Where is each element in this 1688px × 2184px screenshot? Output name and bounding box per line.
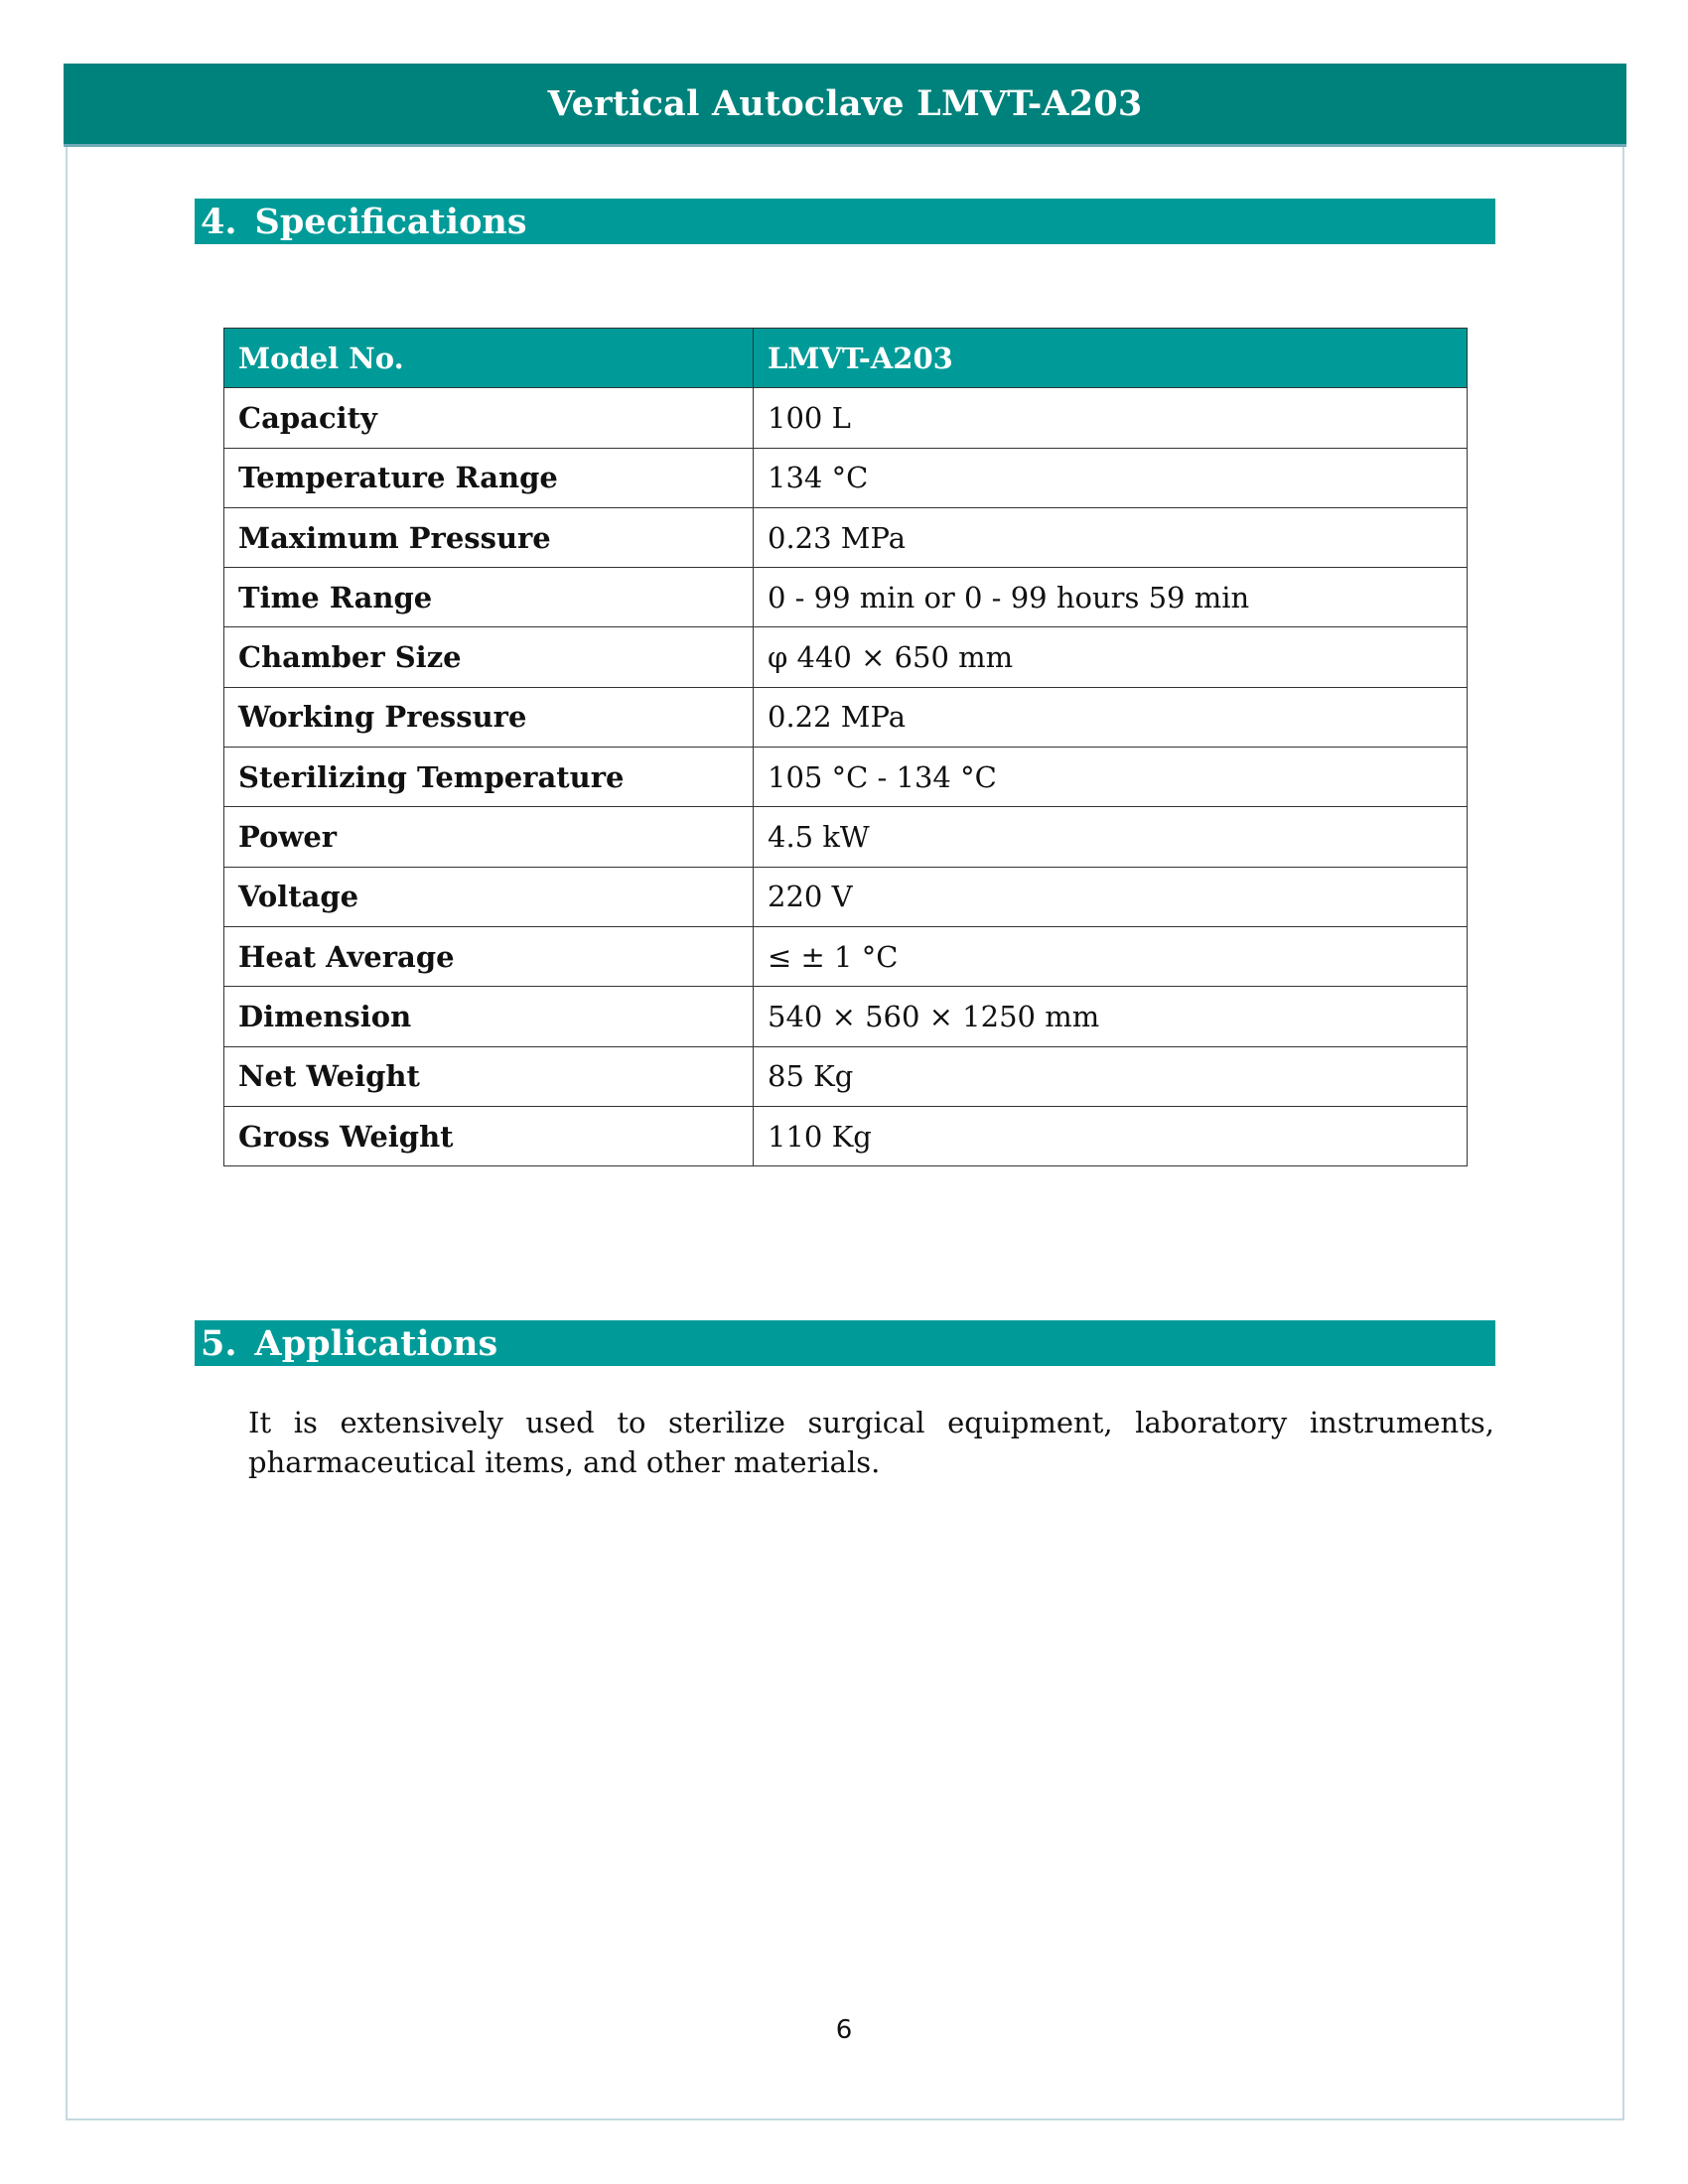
title-banner — [64, 64, 1626, 147]
table-row — [224, 807, 1468, 867]
applications-paragraph: It is extensively used to sterilize surgical equipment, laboratory instruments, pharmaceutical items, and other materials. — [248, 1406, 1494, 1479]
spec-value: 110 Kg — [754, 1106, 1468, 1165]
spec-label: Gross Weight — [224, 1106, 754, 1165]
section-title: Specifications — [254, 201, 527, 242]
spec-value: 134 °C — [754, 448, 1468, 507]
spec-label: Heat Average — [224, 926, 754, 986]
spec-label: Temperature Range — [224, 448, 754, 507]
section-title: Applications — [254, 1322, 498, 1364]
spec-value: 0.22 MPa — [754, 687, 1468, 747]
spec-value: φ 440 × 650 mm — [754, 627, 1468, 687]
spec-value: 85 Kg — [754, 1046, 1468, 1106]
table-row — [224, 507, 1468, 567]
table-row — [224, 1106, 1468, 1165]
page-number: 6 — [835, 2015, 853, 2045]
table-row — [224, 627, 1468, 687]
section-heading-applications — [195, 1320, 1495, 1366]
table-row — [224, 926, 1468, 986]
section-heading-specifications — [195, 199, 1495, 244]
table-row — [224, 1046, 1468, 1106]
table-row — [224, 748, 1468, 807]
table-row — [224, 448, 1468, 507]
spec-label: Maximum Pressure — [224, 507, 754, 567]
table-header-row — [224, 329, 1468, 388]
spec-label: Chamber Size — [224, 627, 754, 687]
table-row — [224, 687, 1468, 747]
spec-value: 0.23 MPa — [754, 507, 1468, 567]
spec-value: ≤ ± 1 °C — [754, 926, 1468, 986]
spec-value: 4.5 kW — [754, 807, 1468, 867]
spec-label: Net Weight — [224, 1046, 754, 1106]
table-row — [224, 987, 1468, 1046]
section-number: 5. — [201, 1322, 237, 1364]
header-value-cell: LMVT-A203 — [754, 329, 1468, 388]
spec-label: Sterilizing Temperature — [224, 748, 754, 807]
table-row — [224, 867, 1468, 926]
spec-label: Dimension — [224, 987, 754, 1046]
table-row — [224, 388, 1468, 448]
spec-value: 540 × 560 × 1250 mm — [754, 987, 1468, 1046]
spec-label: Power — [224, 807, 754, 867]
section-number: 4. — [201, 201, 237, 242]
spec-value: 220 V — [754, 867, 1468, 926]
table-row — [224, 568, 1468, 627]
spec-label: Time Range — [224, 568, 754, 627]
spec-label: Voltage — [224, 867, 754, 926]
header-label-cell: Model No. — [224, 329, 754, 388]
spec-value: 105 °C - 134 °C — [754, 748, 1468, 807]
spec-value: 0 - 99 min or 0 - 99 hours 59 min — [754, 568, 1468, 627]
spec-label: Capacity — [224, 388, 754, 448]
spec-label: Working Pressure — [224, 687, 754, 747]
spec-value: 100 L — [754, 388, 1468, 448]
specifications-table — [223, 328, 1468, 1166]
document-title: Vertical Autoclave LMVT-A203 — [547, 83, 1143, 124]
